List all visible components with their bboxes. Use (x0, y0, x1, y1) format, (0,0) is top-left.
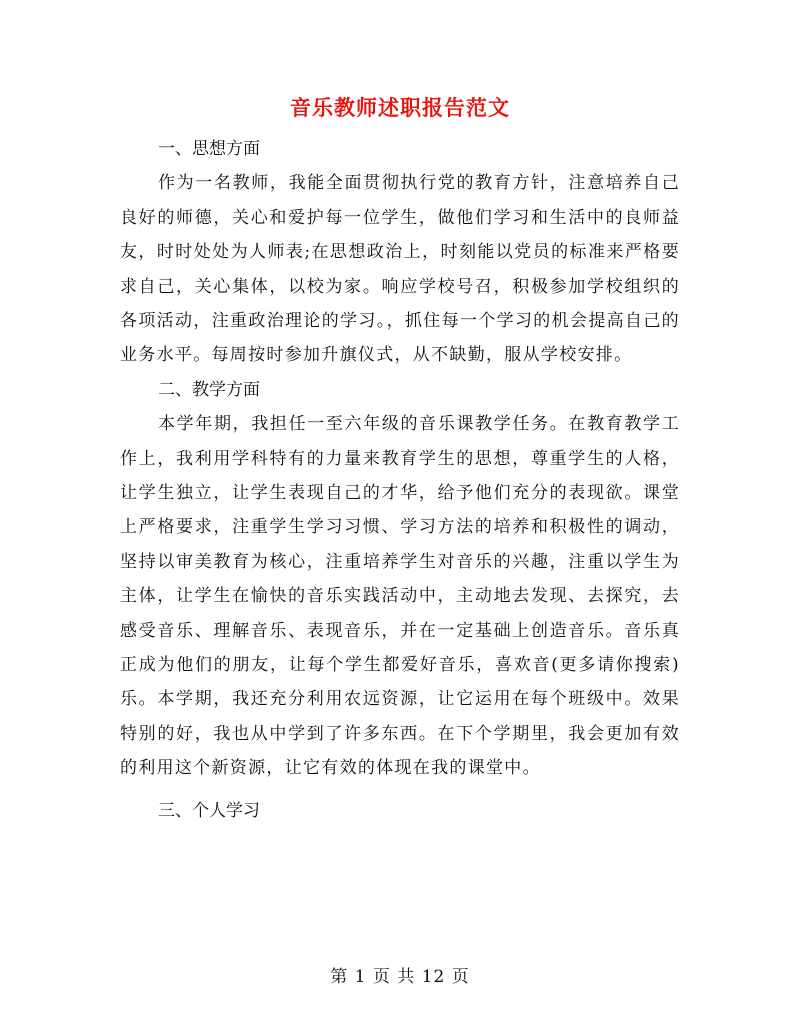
section-gap (120, 786, 680, 794)
section-heading-teaching: 二、教学方面 (158, 379, 260, 400)
document-title: 音乐教师述职报告范文 (290, 95, 510, 120)
page-number-footer: 第 1 页 共 12 页 (330, 967, 470, 987)
section-heading-thought: 一、思想方面 (158, 139, 260, 159)
section-paragraph-thought: 作为一名教师，我能全面贯彻执行党的教育方针，注意培养自己良好的师德，关心和爱护每一位学生，做他们学习和生活中的良师益友，时时处处为人师表;在思想政治上，时刻能以党员的标准来严格要求自己，关心集体，以校为家。响应学校号召，积极参加学校组织的各项活动，注重政治理论的学习。，抓住每一个学习的机会提高自己的业务水平。每周按时参加升旗仪式，从不缺勤，服从学校安排。 (120, 173, 680, 366)
document-body (120, 132, 680, 828)
section-heading-study: 三、个人学习 (158, 800, 260, 821)
section-paragraph-teaching: 本学年期，我担任一至六年级的音乐课教学任务。在教育教学工作上，我利用学科特有的力量来教育学生的思想，尊重学生的人格，让学生独立，让学生表现自己的才华，给予他们充分的表现欲。课堂上严格要求，注重学生学习习惯、学习方法的培养和积极性的调动，坚持以审美教育为核心，注重培养学生对音乐的兴趣，注重以学生为主体，让学生在愉快的音乐实践活动中，主动地去发现、去探究，去感受音乐、理解音乐、表现音乐，并在一定基础上创造音乐。音乐真正成为他们的朋友，让每个学生都爱好音乐，喜欢音(更多请你搜索)乐。本学期，我还充分利用农远资源，让它运用在每个班级中。效果特别的好，我也从中学到了许多东西。在下个学期里，我会更加有效的利用这个新资源，让它有效的体现在我的课堂中。 (120, 414, 680, 779)
